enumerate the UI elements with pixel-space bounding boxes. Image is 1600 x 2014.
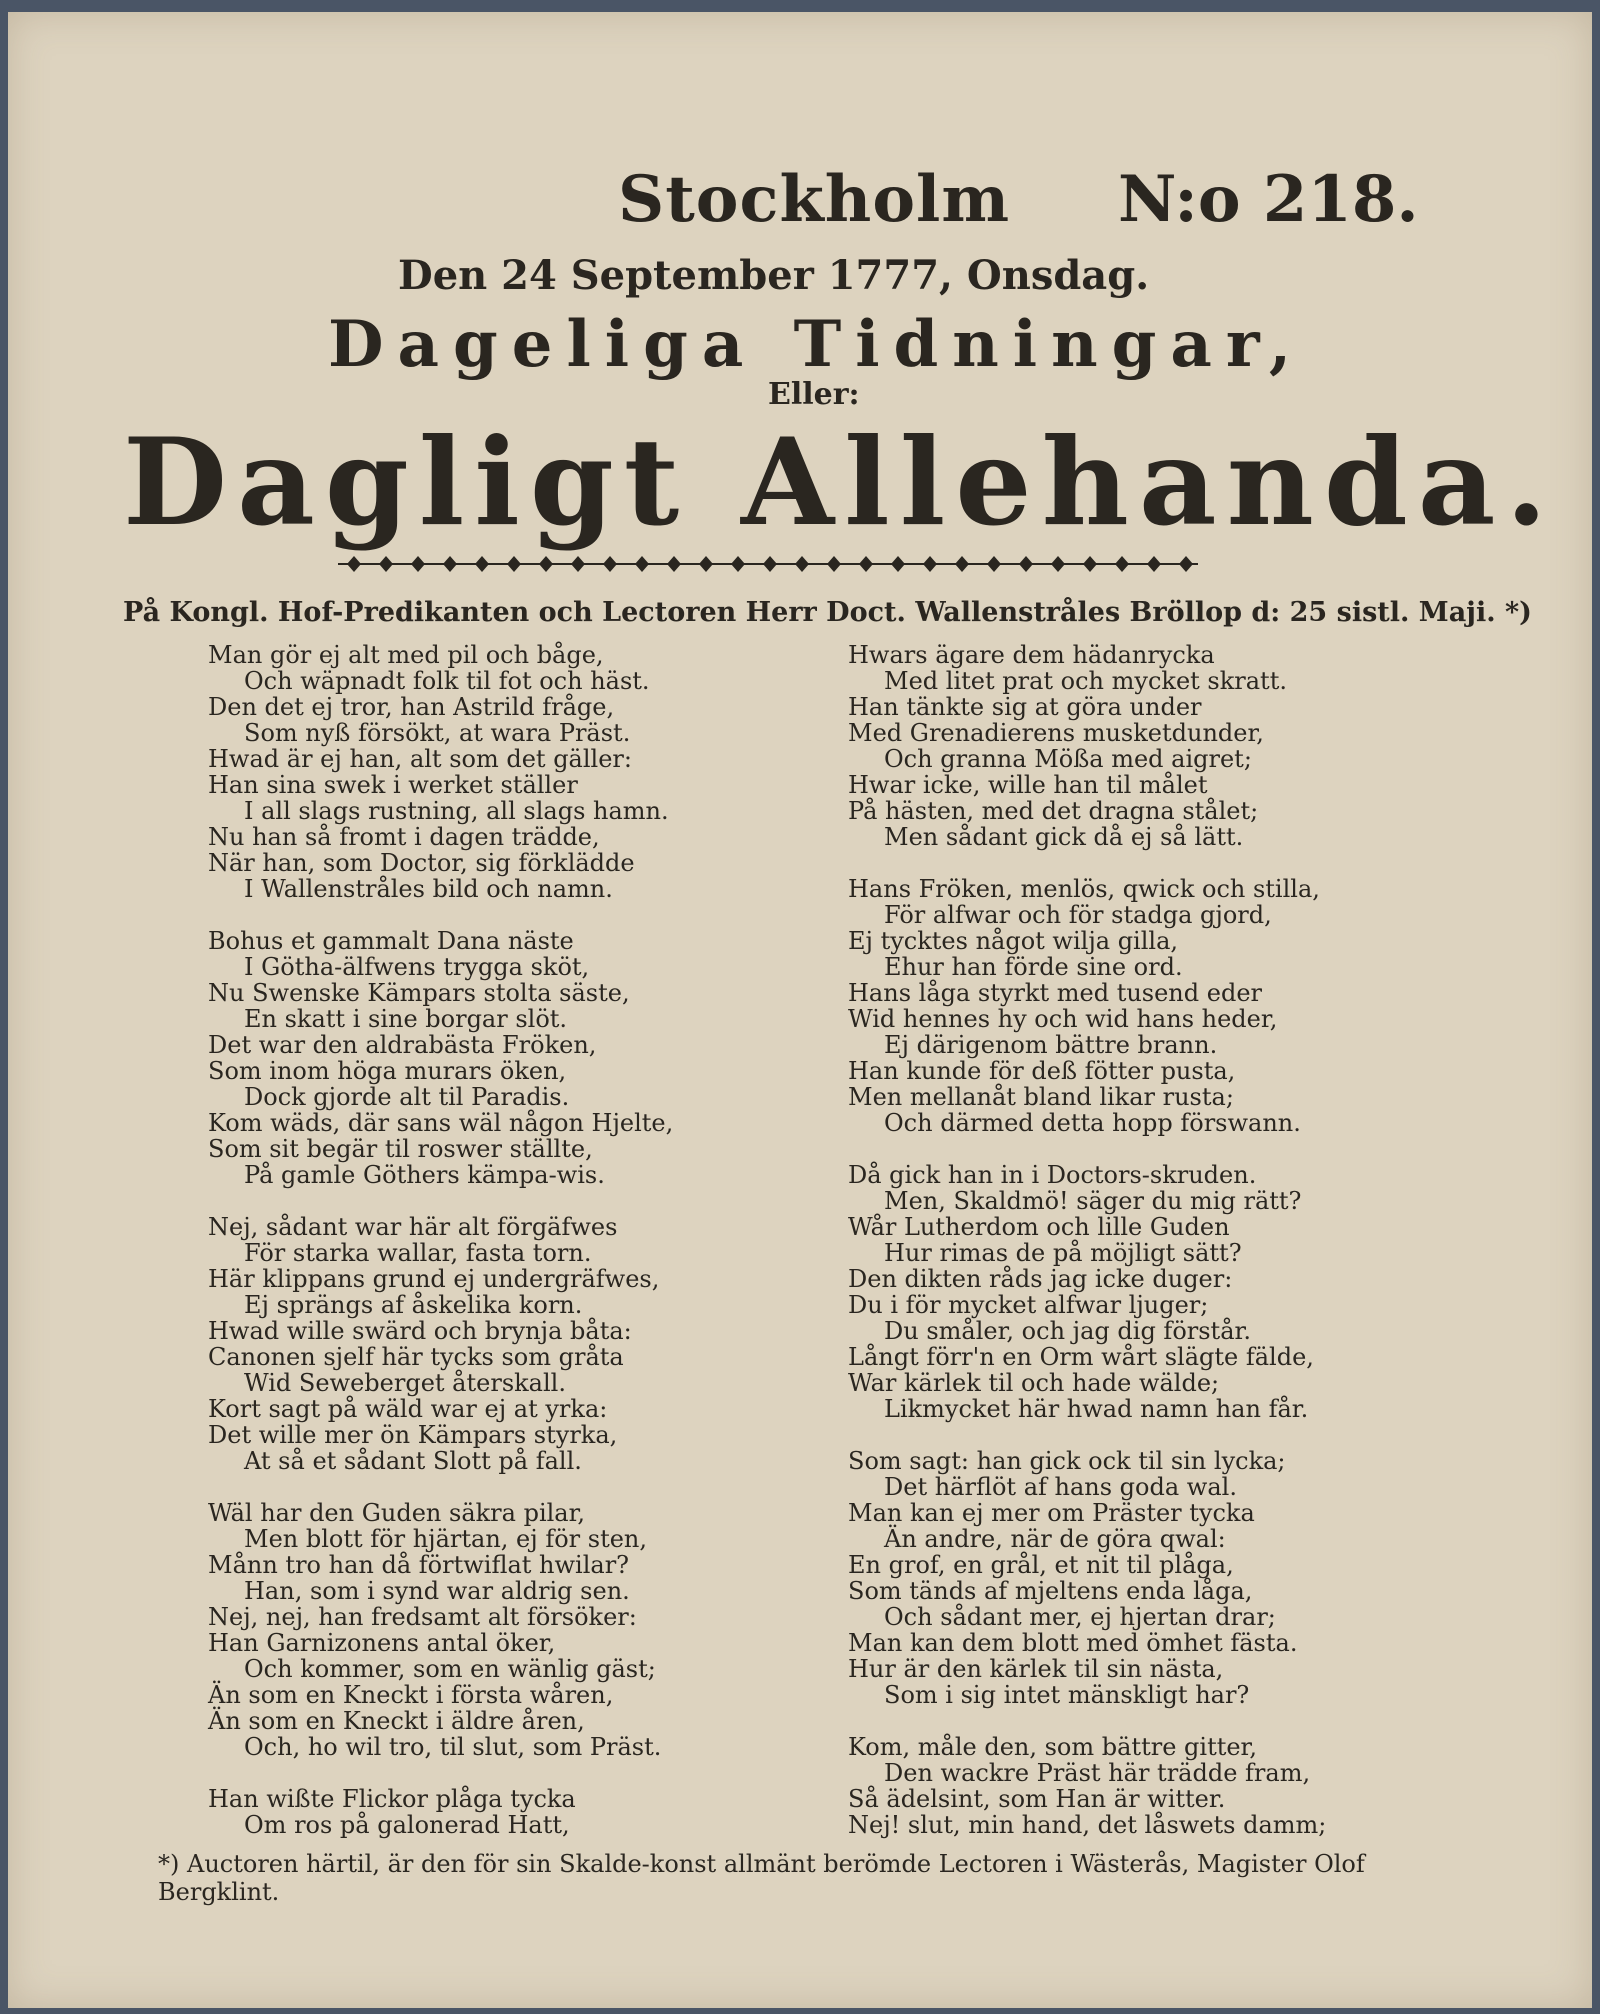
ornament-diamond: [795, 556, 809, 572]
poem-line: Och, ho wil tro, til slut, som Präst.: [244, 1733, 662, 1761]
poem-line: Han kunde för deß fötter pusta,: [848, 1057, 1236, 1085]
poem-line: För alfwar och för stadga gjord,: [884, 901, 1272, 929]
poem-stanza: [208, 642, 828, 902]
ornament-diamond: [923, 556, 937, 572]
poem-stanza: [208, 928, 828, 1188]
ornament-diamond: [891, 556, 905, 572]
poem-line: Än som en Kneckt i första wåren,: [208, 1681, 614, 1709]
poem-line: Här klippans grund ej undergräfwes,: [208, 1265, 660, 1293]
poem-line: Med Grenadierens musketdunder,: [848, 719, 1264, 747]
poem-line: Och sådant mer, ej hjertan drar;: [884, 1603, 1276, 1631]
ornament-diamond: [347, 556, 361, 572]
poem-line: Och kommer, som en wänlig gäst;: [244, 1655, 656, 1683]
poem-line: Wid hennes hy och wid hans heder,: [848, 1005, 1278, 1033]
newspaper-subtitle: Dageliga Tidningar,: [328, 307, 1306, 382]
poem-line: Det war den aldrabästa Fröken,: [208, 1031, 597, 1059]
issue-number: N:o 218.: [1118, 162, 1419, 237]
poem-line: Hwad är ej han, alt som det gäller:: [208, 745, 632, 773]
poem-line: Men sådant gick då ej så lätt.: [884, 823, 1244, 851]
masthead: [8, 12, 1592, 612]
poem-line: Han, som i synd war aldrig sen.: [244, 1577, 630, 1605]
poem-line: Ej sprängs af åskelika korn.: [244, 1291, 583, 1319]
city-name: Stockholm: [618, 162, 1011, 237]
ornament-diamond: [379, 556, 393, 572]
poem-line: Hans Fröken, menlös, qwick och stilla,: [848, 875, 1320, 903]
newspaper-title: Dagligt Allehanda.: [123, 412, 1558, 553]
poem-line: At så et sådant Slott på fall.: [244, 1447, 582, 1475]
poem-line: Som sit begär til roswer ställte,: [208, 1135, 593, 1163]
poem-line: En grof, en grål, et nit til plåga,: [848, 1551, 1234, 1579]
poem-line: Hur rimas de på möjligt sätt?: [884, 1239, 1242, 1267]
poem-line: Han sina swek i werket ställer: [208, 771, 578, 799]
ornament-diamond: [1083, 556, 1097, 572]
poem-stanza: [848, 1162, 1468, 1422]
footnote: *) Auctoren härtil, är den för sin Skalde-konst allmänt berömde Lectoren i Wästerås, Magister Olof Bergklint.: [158, 1850, 1365, 1906]
poem-line: Han Garnizonens antal öker,: [208, 1629, 556, 1657]
poem-line: Än andre, när de göra qwal:: [884, 1525, 1226, 1553]
poem-line: Den det ej tror, han Astrild fråge,: [208, 693, 615, 721]
poem-line: Dock gjorde alt til Paradis.: [244, 1083, 570, 1111]
ornament-diamond: [539, 556, 553, 572]
poem-line: I Wallenstråles bild och namn.: [244, 875, 613, 903]
poem-line: Hwars ägare dem hädanrycka: [848, 641, 1215, 669]
poem-line: I all slags rustning, all slags hamn.: [244, 797, 669, 825]
ornament-diamond: [1179, 556, 1193, 572]
poem-line: Så ädelsint, som Han är witter.: [848, 1785, 1226, 1813]
poem-line: Man kan dem blott med ömhet fästa.: [848, 1629, 1298, 1657]
poem-stanza: [208, 1786, 828, 1838]
ornament-diamond: [443, 556, 457, 572]
newspaper-page: [8, 12, 1592, 2008]
poem-line: Bohus et gammalt Dana näste: [208, 927, 574, 955]
poem-line: När han, som Doctor, sig förklädde: [208, 849, 635, 877]
poem-line: Nu han så fromt i dagen trädde,: [208, 823, 600, 851]
poem-line: Man gör ej alt med pil och båge,: [208, 641, 604, 669]
poem-line: Likmycket här hwad namn han får.: [884, 1395, 1309, 1423]
poem-line: Nej! slut, min hand, det låswets damm;: [848, 1811, 1327, 1839]
poem-line: Men, Skaldmö! säger du mig rätt?: [884, 1187, 1302, 1215]
poem-line: Ej tycktes något wilja gilla,: [848, 927, 1179, 955]
poem-heading: På Kongl. Hof-Predikanten och Lectoren Herr Doct. Wallenstråles Bröllop d: 25 sistl. Maji. *): [123, 597, 1532, 628]
ornament-diamond: [731, 556, 745, 572]
poem-line: Nej, sådant war här alt förgäfwes: [208, 1213, 618, 1241]
poem-line: Kom wäds, där sans wäl någon Hjelte,: [208, 1109, 674, 1137]
ornament-diamond: [507, 556, 521, 572]
poem-line: Det härflöt af hans goda wal.: [884, 1473, 1237, 1501]
poem-line: Man kan ej mer om Präster tycka: [848, 1499, 1255, 1527]
poem-line: Men blott för hjärtan, ej för sten,: [244, 1525, 648, 1553]
poem-line: Månn tro han då förtwiflat hwilar?: [208, 1551, 630, 1579]
ornament-diamond: [1019, 556, 1033, 572]
poem-line: Kom, måle den, som bättre gitter,: [848, 1733, 1258, 1761]
poem-line: Wår Lutherdom och lille Guden: [848, 1213, 1230, 1241]
poem-line: Som inom höga murars öken,: [208, 1057, 567, 1085]
poem-line: Och därmed detta hopp förswann.: [884, 1109, 1301, 1137]
poem-line: Än som en Kneckt i äldre åren,: [208, 1707, 585, 1735]
poem-line: Ehur han förde sine ord.: [884, 953, 1183, 981]
poem-line: Hwar icke, wille han til målet: [848, 771, 1208, 799]
poem-line: Som nyß försökt, at wara Präst.: [244, 719, 631, 747]
poem-line: Wäl har den Guden säkra pilar,: [208, 1499, 586, 1527]
poem-line: Då gick han in i Doctors-skruden.: [848, 1161, 1257, 1189]
poem-stanza: [848, 642, 1468, 850]
ornament-diamond: [1115, 556, 1129, 572]
poem-line: Hwad wille swärd och brynja båta:: [208, 1317, 632, 1345]
poem-line: Han wißte Flickor plåga tycka: [208, 1785, 576, 1813]
poem-line: På gamle Göthers kämpa-wis.: [244, 1161, 605, 1189]
dateline: Den 24 September 1777, Onsdag.: [398, 252, 1150, 299]
poem-stanza: [208, 1500, 828, 1760]
ornament-diamond: [1051, 556, 1065, 572]
poem-line: Hans låga styrkt med tusend eder: [848, 979, 1262, 1007]
ornament-diamond: [635, 556, 649, 572]
poem-line: I Götha-älfwens trygga sköt,: [244, 953, 590, 981]
poem-line: Kort sagt på wäld war ej at yrka:: [208, 1395, 608, 1423]
ornament-diamond: [411, 556, 425, 572]
poem-stanza: [848, 876, 1468, 1136]
ornament-diamond: [987, 556, 1001, 572]
ornament-diamond: [603, 556, 617, 572]
poem-line: Ej därigenom bättre brann.: [884, 1031, 1218, 1059]
poem-line: Han tänkte sig at göra under: [848, 693, 1202, 721]
poem-line: På hästen, med det dragna stålet;: [848, 797, 1259, 825]
poem-line: Hur är den kärlek til sin nästa,: [848, 1655, 1224, 1683]
poem-stanza: [848, 1734, 1468, 1838]
ornament-rule: [338, 552, 1198, 576]
poem-line: Och wäpnadt folk til fot och häst.: [244, 667, 650, 695]
poem-column-left: [208, 642, 828, 1864]
poem-line: Du i för mycket alfwar ljuger;: [848, 1291, 1209, 1319]
ornament-diamond: [1147, 556, 1161, 572]
eller-label: Eller:: [768, 377, 860, 412]
poem-line: Nu Swenske Kämpars stolta säste,: [208, 979, 630, 1007]
poem-line: Med litet prat och mycket skratt.: [884, 667, 1287, 695]
poem-stanza: [208, 1214, 828, 1474]
poem-line: En skatt i sine borgar slöt.: [244, 1005, 568, 1033]
poem-line: Wid Seweberget återskall.: [244, 1369, 566, 1397]
ornament-diamond: [955, 556, 969, 572]
ornament-diamond: [859, 556, 873, 572]
poem-line: Nej, nej, han fredsamt alt försöker:: [208, 1603, 637, 1631]
ornament-diamond: [475, 556, 489, 572]
poem-line: Det wille mer ön Kämpars styrka,: [208, 1421, 618, 1449]
ornament-diamond: [699, 556, 713, 572]
poem-line: Som sagt: han gick ock til sin lycka;: [848, 1447, 1286, 1475]
poem-line: Den wackre Präst här trädde fram,: [884, 1759, 1311, 1787]
ornament-diamond: [667, 556, 681, 572]
poem-line: Den dikten råds jag icke duger:: [848, 1265, 1233, 1293]
poem-column-right: [848, 642, 1468, 1864]
ornament-diamond: [571, 556, 585, 572]
poem-line: Canonen sjelf här tycks som gråta: [208, 1343, 624, 1371]
ornament-diamond: [763, 556, 777, 572]
poem-line: Men mellanåt bland likar rusta;: [848, 1083, 1234, 1111]
poem-line: Om ros på galonerad Hatt,: [244, 1811, 570, 1839]
poem-line: Och granna Mößa med aigret;: [884, 745, 1252, 773]
poem-line: Som tänds af mjeltens enda låga,: [848, 1577, 1253, 1605]
ornament-diamond: [827, 556, 841, 572]
poem-line: Som i sig intet mänskligt har?: [884, 1681, 1250, 1709]
poem-line: För starka wallar, fasta torn.: [244, 1239, 592, 1267]
poem-line: Långt förr'n en Orm wårt slägte fälde,: [848, 1343, 1314, 1371]
poem-line: War kärlek til och hade wälde;: [848, 1369, 1220, 1397]
poem-stanza: [848, 1448, 1468, 1708]
poem-line: Du småler, och jag dig förstår.: [884, 1317, 1251, 1345]
